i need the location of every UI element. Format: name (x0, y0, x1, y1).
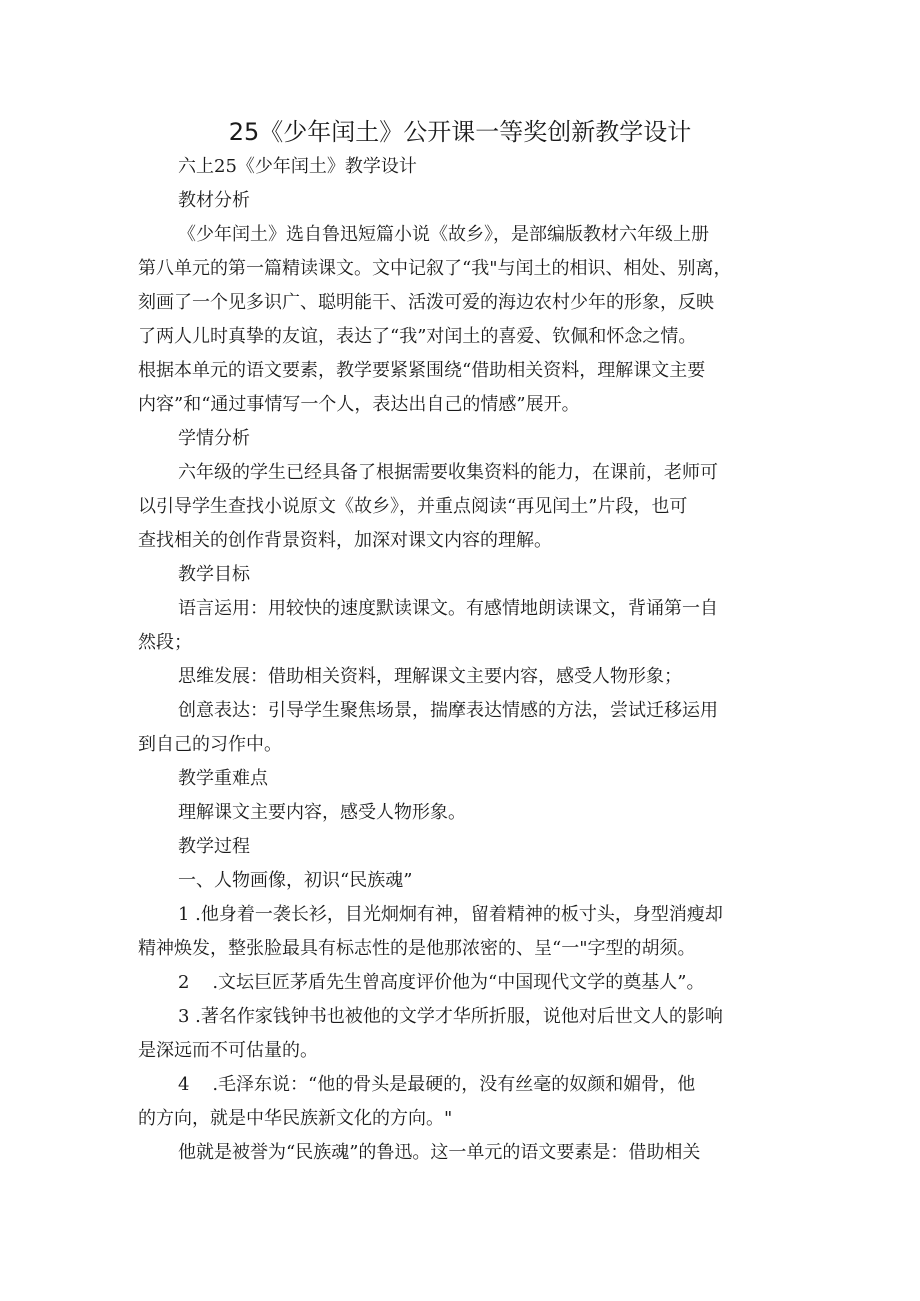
section-heading-key-difficulties: 教学重难点 (178, 768, 268, 789)
paragraph-line: 创意表达：引导学生聚焦场景，揣摩表达情感的方法，尝试迁移运用 (178, 700, 718, 721)
list-item-line: 2 .文坛巨匠茅盾先生曾高度评价他为“中国现代文学的奠基人”。 (178, 972, 705, 993)
paragraph-line: 刻画了一个见多识广、聪明能干、活泼可爱的海边农村少年的形象，反映 (138, 292, 714, 313)
section-heading-teaching-process: 教学过程 (178, 836, 250, 857)
list-item-line: 3 .著名作家钱钟书也被他的文学才华所折服，说他对后世文人的影响 (178, 1006, 723, 1027)
list-item-line: 1 .他身着一袭长衫，目光炯炯有神，留着精神的板寸头，身型消瘦却 (178, 904, 723, 925)
document-title: 25《少年闰土》公开课一等奖创新教学设计 (228, 118, 692, 146)
paragraph-line: 语言运用：用较快的速度默读课文。有感情地朗读课文，背诵第一自 (178, 598, 718, 619)
list-item-line: 的方向，就是中华民族新文化的方向。" (138, 1108, 453, 1129)
paragraph-line: 《少年闰土》选自鲁迅短篇小说《故乡》，是部编版教材六年级上册 (178, 224, 709, 245)
paragraph-line: 他就是被誉为“民族魂”的鲁迅。这一单元的语文要素是：借助相关 (178, 1142, 701, 1163)
section-heading-teaching-goals: 教学目标 (178, 564, 250, 585)
list-item-line: 4 .毛泽东说：“他的骨头是最硬的，没有丝毫的奴颜和媚骨，他 (178, 1074, 696, 1095)
paragraph-line: 理解课文主要内容，感受人物形象。 (178, 802, 466, 823)
document-body (138, 150, 798, 1170)
paragraph-line: 查找相关的创作背景资料，加深对课文内容的理解。 (138, 530, 552, 551)
list-item-line: 精神焕发，整张脸最具有标志性的是他那浓密的、呈“一"字型的胡须。 (138, 938, 696, 959)
paragraph-line: 思维发展：借助相关资料，理解课文主要内容，感受人物形象； (178, 666, 682, 687)
section-heading-textbook-analysis: 教材分析 (178, 190, 250, 211)
subtitle-line: 六上25《少年闰土》教学设计 (178, 156, 417, 177)
paragraph-line: 然段； (138, 632, 192, 653)
paragraph-line: 第八单元的第一篇精读课文。文中记叙了“我"与闰土的相识、相处、别离， (138, 258, 732, 279)
paragraph-line: 内容”和“通过事情写一个人，表达出自己的情感”展开。 (138, 394, 580, 415)
section-heading-student-analysis: 学情分析 (178, 428, 250, 449)
paragraph-line: 了两人儿时真挚的友谊，表达了“我”对闰土的喜爱、钦佩和怀念之情。 (138, 326, 697, 347)
paragraph-line: 以引导学生查找小说原文《故乡》，并重点阅读“再见闰土”片段，也可 (138, 496, 688, 517)
paragraph-line: 六年级的学生已经具备了根据需要收集资料的能力，在课前，老师可 (178, 462, 718, 483)
paragraph-line: 到自己的习作中。 (138, 734, 282, 755)
paragraph-line: 根据本单元的语文要素，教学要紧紧围绕“借助相关资料，理解课文主要 (138, 360, 706, 381)
subsection-heading: 一、人物画像，初识“民族魂” (178, 870, 413, 891)
list-item-line: 是深远而不可估量的。 (138, 1040, 318, 1061)
